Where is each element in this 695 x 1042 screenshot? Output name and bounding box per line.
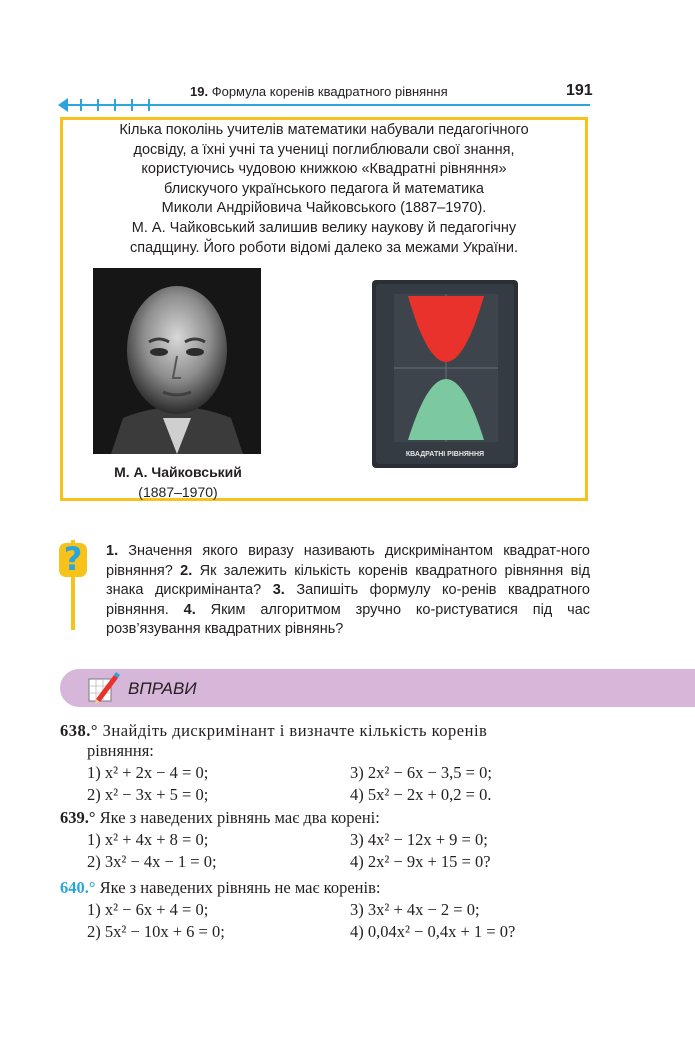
equation-item: 2) 3x² − 4x − 1 = 0; (87, 852, 217, 871)
equation-item: 4) 0,04x² − 0,4x + 1 = 0? (350, 922, 516, 941)
question-number: 4. (183, 601, 196, 618)
equation-item: 3) 3x² + 4x − 2 = 0; (350, 900, 480, 919)
ruler-tick (114, 99, 116, 111)
exercise-638-prompt (60, 721, 487, 741)
arrow-left-icon (58, 98, 68, 112)
portrait-photo (93, 268, 261, 454)
info-line: М. А. Чайковський залишив велику наукову й педагогічну (131, 219, 517, 236)
portrait-caption-name: М. А. Чайковський (114, 464, 242, 480)
exercise-639-prompt (60, 808, 380, 828)
info-line: досвіду, а їхні учні та учениці поглиблювали свої знання, (133, 141, 515, 158)
equation-item: 4) 2x² − 9x + 15 = 0? (350, 852, 491, 871)
question-mark-icon: ? (63, 540, 83, 578)
info-line: Миколи Андрійовича Чайковського (1887–1970). (161, 200, 487, 217)
header-rule (60, 104, 590, 106)
info-line: користуючись чудовою книжкою «Квадратні рівняння» (141, 161, 507, 178)
info-line: блискучого українського педагога й математика (164, 180, 484, 197)
exercise-prompt: Яке з наведених рівнянь має два корені: (99, 808, 380, 827)
info-line: спадщину. Його роботи відомі далеко за межами України. (129, 239, 518, 256)
exercises-title: ВПРАВИ (128, 679, 197, 698)
ruler-tick (131, 99, 133, 111)
equation-item: 3) 4x² − 12x + 9 = 0; (350, 830, 488, 849)
exercise-number: 640.° (60, 878, 96, 897)
equation-item: 3) 2x² − 6x − 3,5 = 0; (350, 763, 492, 782)
question-text: Яким алгоритмом зручно ко-ристуватися під час розв’язування квадратних рівнянь? (106, 601, 591, 638)
equation-item: 1) x² + 2x − 4 = 0; (87, 763, 209, 782)
question-number: 3. (272, 582, 285, 599)
question-number: 1. (106, 543, 119, 559)
ruler-tick (97, 99, 99, 111)
equation-item: 1) x² + 4x + 8 = 0; (87, 830, 209, 849)
question-text: Значення якого виразу називають дискримінантом квадрат-ного рівняння? (106, 543, 590, 579)
info-line: Кілька поколінь учителів математики набували педагогічного (119, 122, 529, 138)
question-number: 2. (180, 562, 193, 579)
ruler-tick (148, 99, 150, 111)
question-text: Як залежить кількість коренів квадратного рівняння від знака дискримінанта? (106, 562, 590, 599)
ruler-tick (80, 99, 82, 111)
portrait-illustration (93, 268, 261, 454)
equation-item: 1) x² − 6x + 4 = 0; (87, 900, 209, 919)
exercise-number: 639.° (60, 808, 96, 827)
exercise-number: 638.° (60, 721, 98, 740)
exercise-prompt: Знайдіть дискримінант і визначте кількість коренів (102, 721, 488, 740)
book-illustration (368, 278, 522, 470)
info-text (64, 121, 584, 258)
portrait-caption-years: (1887–1970) (138, 484, 218, 500)
exercise-prompt: Яке з наведених рівнянь не має коренів: (99, 878, 381, 897)
equation-item: 4) 5x² − 2x + 0,2 = 0. (350, 785, 492, 804)
book-cover-image (368, 278, 522, 470)
page-number: 191 (566, 82, 593, 99)
section-title: Формула коренів квадратного рівняння (211, 84, 448, 99)
book-title: КВАДРАТНІ РІВНЯННЯ (405, 451, 485, 458)
pencil-grid-icon (86, 669, 120, 707)
question-text: Запишіть формулу ко-ренів квадратного рівняння. (106, 582, 590, 618)
equation-item: 2) 5x² − 10x + 6 = 0; (87, 922, 225, 941)
section-number: 19. (190, 84, 209, 99)
review-questions (106, 542, 590, 640)
exercise-640-prompt (60, 878, 380, 898)
exercise-prompt-continued: рівняння: (87, 741, 154, 760)
equation-item: 2) x² − 3x + 5 = 0; (87, 785, 209, 804)
running-header (190, 84, 448, 99)
